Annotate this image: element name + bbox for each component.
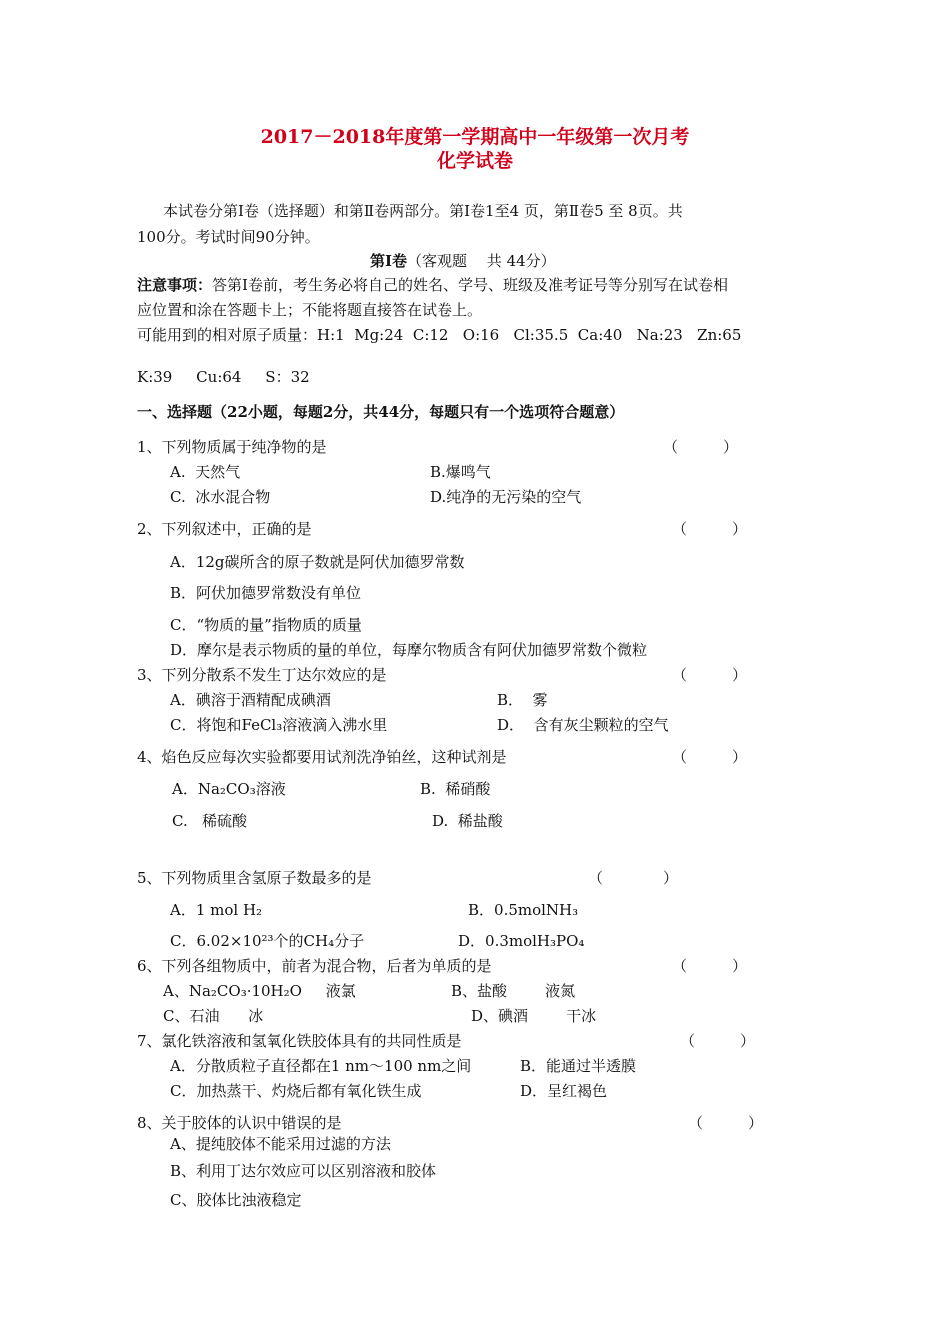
option: C．6.02×10²³个的CH₄分子 [170, 932, 365, 950]
answer-paren: （ ） [672, 520, 748, 538]
answer-paren: （ ） [663, 438, 739, 456]
question-stem: 3、下列分散系不发生丁达尔效应的是 [137, 666, 387, 684]
exam-title: 2017－2018年度第一学期高中一年级第一次月考 [260, 126, 690, 148]
notes-line-2: 应位置和涂在答题卡上；不能将题直接答在试卷上。 [137, 301, 483, 319]
option: C．“物质的量”指物质的质量 [170, 616, 362, 634]
question-stem: 1、下列物质属于纯净物的是 [137, 438, 327, 456]
option: C. 冰水混合物 [170, 488, 271, 506]
option: C、胶体比浊液稳定 [170, 1191, 302, 1209]
option: B. 稀硝酸 [420, 780, 491, 798]
option: C. 稀硫酸 [172, 812, 248, 830]
option: A．12g碳所含的原子数就是阿伏加德罗常数 [170, 553, 465, 571]
option: B． 雾 [497, 691, 548, 709]
part1-heading-detail: （客观题 共 44分） [407, 252, 556, 270]
section-heading: 一、选择题（22小题，每题2分，共44分，每题只有一个选项符合题意） [137, 403, 625, 421]
option: D．摩尔是表示物质的量的单位，每摩尔物质含有阿伏加德罗常数个微粒 [170, 641, 648, 659]
option: B.爆鸣气 [430, 463, 491, 481]
option: B、盐酸 液氮 [451, 982, 576, 1000]
answer-paren: （ ） [672, 748, 748, 766]
answer-paren: （ ） [680, 1032, 756, 1050]
intro-line-2: 100分。考试时间90分钟。 [137, 228, 320, 246]
notes-line-1 [137, 278, 728, 293]
question-stem: 5、下列物质里含氢原子数最多的是 [137, 869, 372, 887]
option: D．呈红褐色 [520, 1082, 608, 1100]
option: A．分散质粒子直径都在1 nm～100 nm之间 [170, 1057, 472, 1075]
option: B．阿伏加德罗常数没有单位 [170, 584, 362, 602]
intro-line-1: 本试卷分第Ⅰ卷（选择题）和第Ⅱ卷两部分。第Ⅰ卷1至4 页，第Ⅱ卷5 至 8页。共 [163, 202, 683, 220]
option: D. 稀盐酸 [432, 812, 503, 830]
part1-heading [370, 254, 556, 269]
option: D．0.3molH₃PO₄ [458, 932, 585, 950]
option: C．加热蒸干、灼烧后都有氧化铁生成 [170, 1082, 422, 1100]
option: C、石油 冰 [163, 1007, 264, 1025]
option: A、提纯胶体不能采用过滤的方法 [170, 1135, 391, 1153]
option: B、利用丁达尔效应可以区别溶液和胶体 [170, 1162, 437, 1180]
option: A．Na₂CO₃溶液 [172, 780, 286, 798]
option: D、碘酒 干冰 [471, 1007, 597, 1025]
option: B．0.5molNH₃ [468, 901, 579, 919]
question-stem: 6、下列各组物质中，前者为混合物，后者为单质的是 [137, 957, 492, 975]
question-stem: 8、关于胶体的认识中错误的是 [137, 1114, 342, 1132]
notes-label: 注意事项： [137, 276, 213, 294]
option: B．能通过半透膜 [520, 1057, 637, 1075]
notes-text-1: 答第Ⅰ卷前，考生务必将自己的姓名、学号、班级及准考证号等分别写在试卷相 [212, 276, 728, 294]
question-stem: 7、氯化铁溶液和氢氧化铁胶体具有的共同性质是 [137, 1032, 462, 1050]
option: A．1 mol H₂ [170, 901, 263, 919]
answer-paren: （ ） [672, 666, 748, 684]
exam-subtitle: 化学试卷 [436, 150, 513, 172]
option: C．将饱和FeCl₃溶液滴入沸水里 [170, 716, 388, 734]
atomic-mass-line-1: 可能用到的相对原子质量：H:1 Mg:24 C:12 O:16 Cl:35.5 Ca:40 Na:23 Zn:65 [137, 326, 742, 344]
atomic-mass-line-2: K:39 Cu:64 S：32 [137, 368, 310, 386]
answer-paren: （ ） [672, 957, 748, 975]
option: D． 含有灰尘颗粒的空气 [497, 716, 669, 734]
answer-paren: （ ） [688, 1114, 764, 1132]
option: D.纯净的无污染的空气 [430, 488, 582, 506]
answer-paren: （ ） [588, 869, 679, 887]
question-stem: 2、下列叙述中，正确的是 [137, 520, 312, 538]
option: A. 天然气 [170, 463, 241, 481]
option: A．碘溶于酒精配成碘酒 [170, 691, 331, 709]
part1-heading-label: 第Ⅰ卷 [370, 252, 408, 270]
question-stem: 4、焰色反应每次实验都要用试剂洗净铂丝，这种试剂是 [137, 748, 507, 766]
option: A、Na₂CO₃·10H₂O 液氯 [163, 982, 356, 1000]
